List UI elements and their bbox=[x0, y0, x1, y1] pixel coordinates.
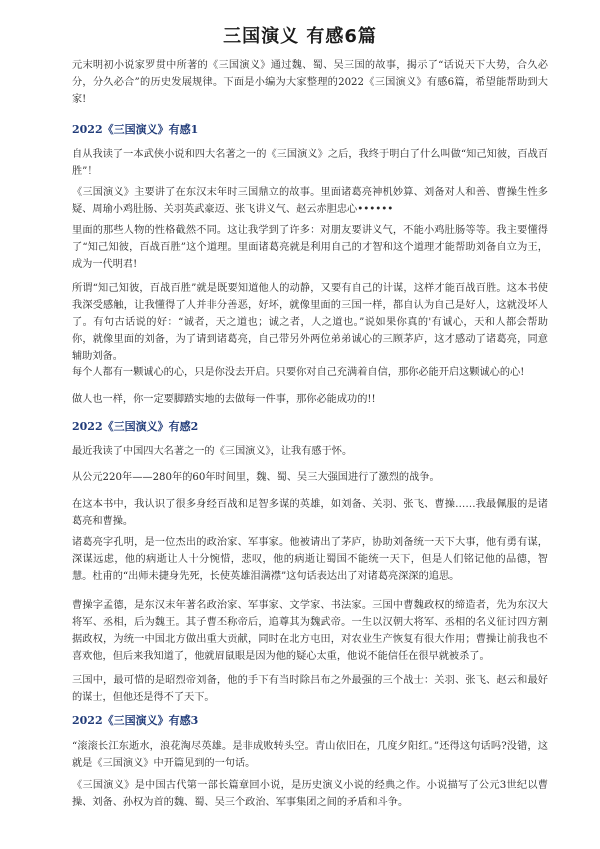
paragraph: 《三国演义》主要讲了在东汉末年时三国鼎立的故事。里面诸葛亮神机妙算、刘备对人和善、曹操生性多疑、周瑜小鸡肚肠、关羽英武豪迈、张飞讲义气、赵云赤胆忠心•••••• bbox=[72, 187, 548, 215]
paragraph: 在这本书中，我认识了很多身经百战和足智多谋的英雄，如刘备、关羽、张飞、曹操……我最佩服的是诸葛亮和曹操。 bbox=[72, 499, 548, 527]
paragraph: 三国中，最可惜的是昭烈帝刘备，他的手下有当时除吕布之外最强的三个战士：关羽、张飞、赵云和最好的谋士，但他还是得不了天下。 bbox=[72, 675, 548, 703]
paragraph: 《三国演义》是中国古代第一部长篇章回小说，是历史演义小说的经典之作。小说描写了公元3世纪以曹操、刘备、孙权为首的魏、蜀、吴三个政治、军事集团之间的矛盾和斗争。 bbox=[72, 780, 548, 808]
document-title: 三国演义 有感6篇 bbox=[223, 26, 377, 47]
paragraph: 所谓“知己知彼，百战百胜”就是既要知道他人的动静，又要有自己的计谋，这样才能百战百胜。这本书使我深受感触，让我懂得了人并非分善恶，好坏，就像里面的三国一样，都自认为自己是好人，这就没坏人了。有句古话说的好：“诚者，天之道也；诚之者，人之道也。”说如果你真的'有诚心，天和人都会帮助你，就像里面的刘备，为了请到诸葛亮，自己带另外两位弟弟诚心的三顾茅庐，这才感动了诸葛亮，同意辅助刘备。 bbox=[72, 283, 548, 362]
paragraph: 最近我读了中国四大名著之一的《三国演义》，让我有感于怀。 bbox=[72, 446, 353, 457]
paragraph: 自从我读了一本武侠小说和四大名著之一的《三国演义》之后，我终于明白了什么叫做“知己知彼，百战百胜”！ bbox=[72, 149, 548, 177]
paragraph: 每个人都有一颗诚心的心，只是你没去开启。只要你对自己充满着自信，那你必能开启这颗诚心的心! bbox=[72, 367, 525, 378]
paragraph: 曹操字孟德，是东汉末年著名政治家、军事家、文学家、书法家。三国中曹魏政权的缔造者，先为东汉大将军、丞相，后为魏王。其子曹丕称帝后，追尊其为魏武帝。一生以汉朝大将军、丞相的名义征讨四方割据政权，为统一中国北方做出重大贡献，同时在北方屯田，对农业生产恢复有很大作用；曹操让前我也不喜欢他，但后来我知道了，他就眉鼠眼是因为他的疑心太重，他说不能信任在很早就被杀了。 bbox=[72, 600, 548, 662]
intro-paragraph: 元末明初小说家罗贯中所著的《三国演义》通过魏、蜀、吴三国的故事，揭示了“话说天下大势，合久必分，分久必合”的历史发展规律。下面是小编为大家整理的2022《三国演义》有感6篇，希望能帮助到大家! bbox=[72, 60, 548, 105]
paragraph: “滚滚长江东逝水，浪花淘尽英雄。是非成败转头空。青山依旧在，几度夕阳红。”还得这句话吗?没错，这就是《三国演义》中开篇见到的一句话。 bbox=[72, 741, 548, 769]
paragraph: 做人也一样，你一定要脚踏实地的去做每一件事，那你必能成功的!! bbox=[72, 394, 376, 405]
paragraph: 从公元220年——280年的60年时间里，魏、蜀、吴三大强国进行了激烈的战争。 bbox=[72, 472, 440, 483]
paragraph: 里面的那些人物的性格截然不同。这让我学到了许多：对朋友要讲义气，不能小鸡肚肠等等。我主要懂得了“知己知彼，百战百胜”这个道理。里面诸葛亮就是利用自己的才智和这个道理才能帮助刘备自立为王，成为一代明君! bbox=[72, 225, 548, 270]
section-heading-2: 2022《三国演义》有感2 bbox=[72, 420, 199, 433]
section-heading-1: 2022《三国演义》有感1 bbox=[72, 123, 199, 136]
section-heading-3: 2022《三国演义》有感3 bbox=[72, 714, 199, 727]
paragraph: 诸葛亮字孔明，是一位杰出的政治家、军事家。他被请出了茅庐，协助刘备统一天下大事，他有勇有谋，深谋远虑，他的病逝让人十分惋惜，悲叹，他的病逝让蜀国不能统一天下，但是人们铭记他的品德，智慧。杜甫的“出师未捷身先死，长使英雄泪满襟”这句话表达出了对诸葛亮深深的追思。 bbox=[72, 537, 548, 582]
